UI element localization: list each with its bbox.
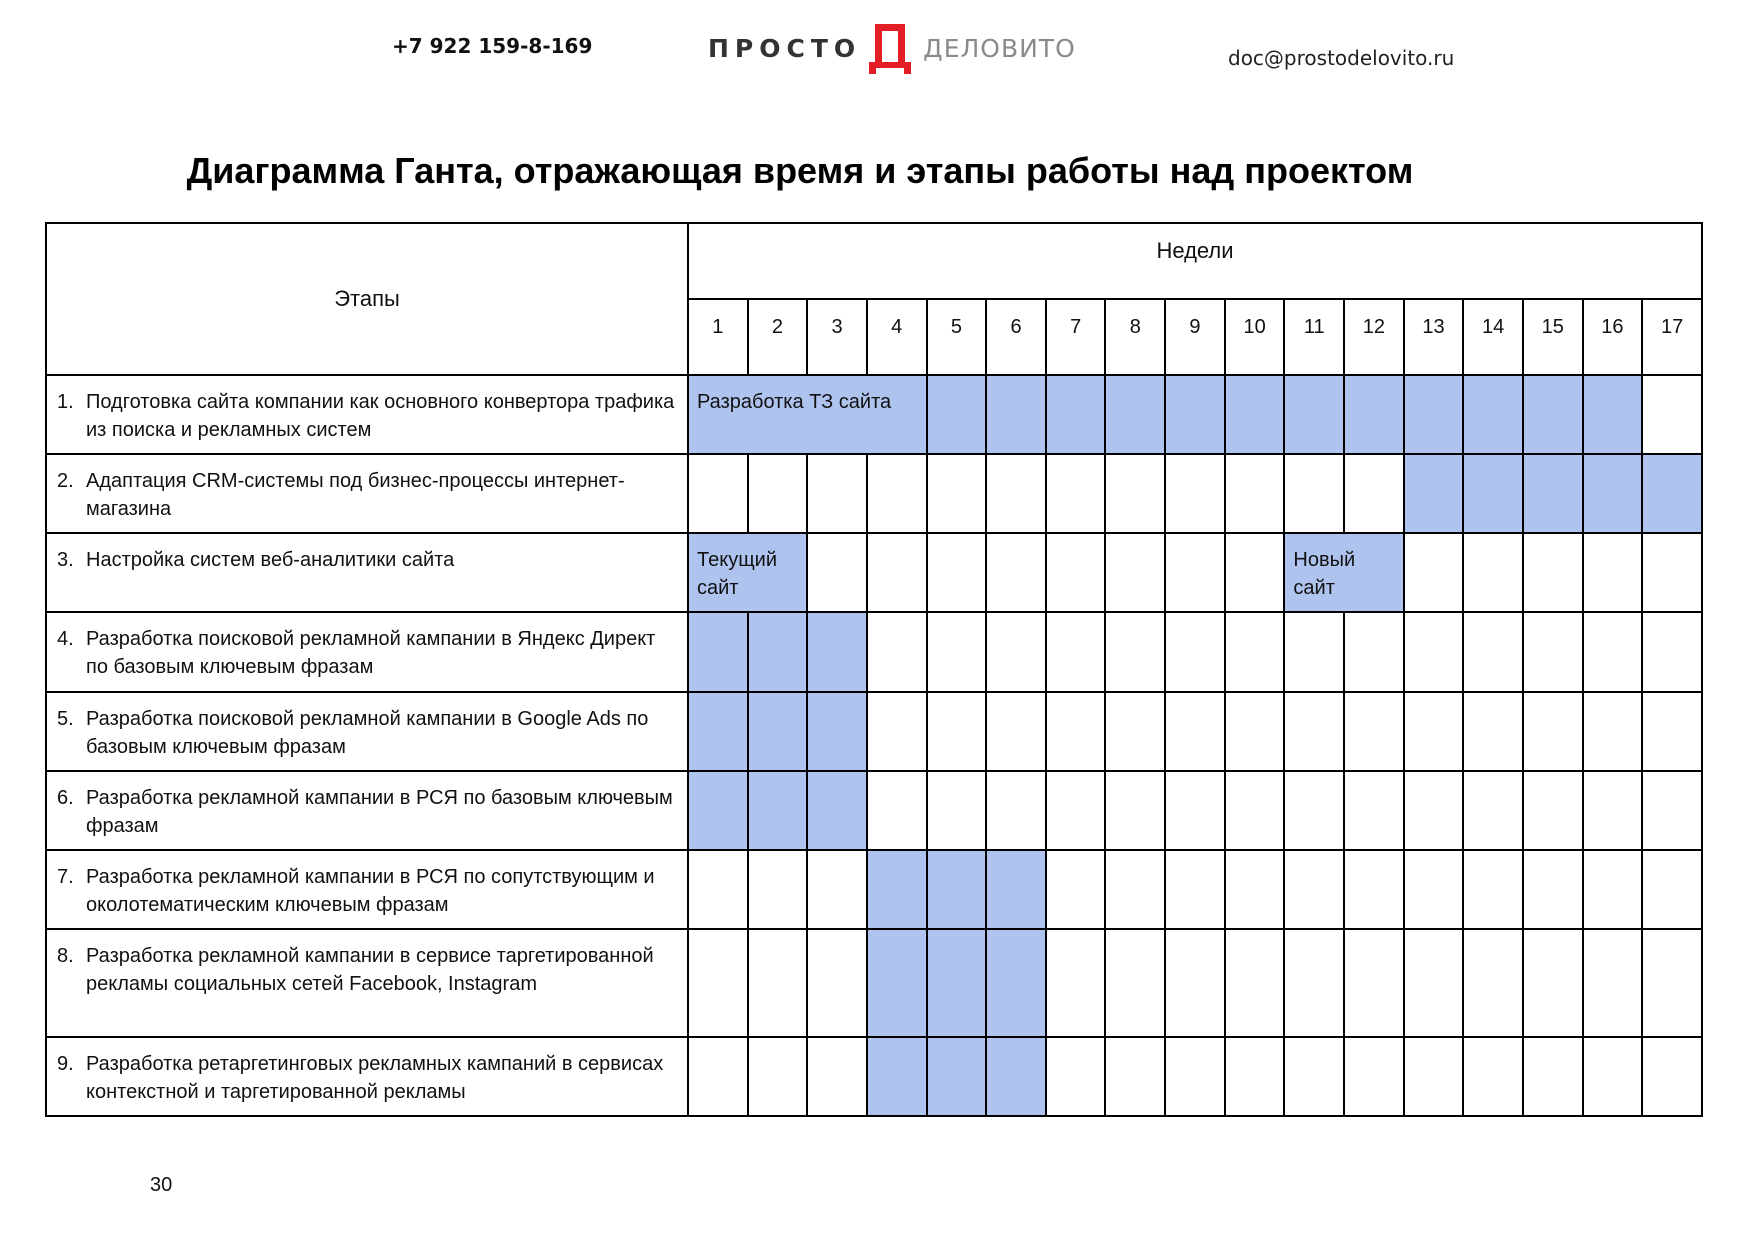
stage-cell xyxy=(46,1037,688,1116)
gantt-bar-cell xyxy=(1642,454,1702,533)
logo-mark-icon xyxy=(867,20,913,76)
gantt-empty-cell xyxy=(688,1037,748,1116)
gantt-empty-cell xyxy=(807,929,867,1037)
gantt-empty-cell xyxy=(1344,771,1404,850)
week-number: 6 xyxy=(986,299,1046,375)
week-number: 16 xyxy=(1583,299,1643,375)
gantt-empty-cell xyxy=(1404,850,1464,929)
stage-row xyxy=(46,454,1702,533)
gantt-empty-cell xyxy=(807,1037,867,1116)
gantt-empty-cell xyxy=(1105,533,1165,612)
stage-number: 8. xyxy=(57,945,74,967)
gantt-empty-cell xyxy=(1344,612,1404,692)
gantt-empty-cell xyxy=(1583,850,1643,929)
gantt-empty-cell xyxy=(748,454,808,533)
gantt-bar-cell xyxy=(807,771,867,850)
gantt-empty-cell xyxy=(1642,375,1702,454)
gantt-empty-cell xyxy=(748,850,808,929)
page-number: 30 xyxy=(150,1174,173,1196)
stage-row xyxy=(46,1037,1702,1116)
gantt-empty-cell xyxy=(1404,771,1464,850)
gantt-bar-cell xyxy=(748,692,808,771)
gantt-empty-cell xyxy=(748,1037,808,1116)
gantt-bar-cell xyxy=(748,612,808,692)
gantt-bar-cell xyxy=(1463,454,1523,533)
week-number: 5 xyxy=(927,299,987,375)
stage-row xyxy=(46,850,1702,929)
gantt-empty-cell xyxy=(867,612,927,692)
gantt-empty-cell xyxy=(1523,612,1583,692)
gantt-empty-cell xyxy=(1046,454,1106,533)
gantt-empty-cell xyxy=(688,454,748,533)
week-number: 12 xyxy=(1344,299,1404,375)
gantt-table xyxy=(45,222,1703,1117)
week-number: 2 xyxy=(748,299,808,375)
header-phone: +7 922 159-8-169 xyxy=(392,34,593,58)
header-email[interactable]: doc@prostodelovito.ru xyxy=(1228,46,1455,70)
gantt-empty-cell xyxy=(1284,850,1344,929)
gantt-empty-cell xyxy=(1105,929,1165,1037)
gantt-empty-cell xyxy=(1523,533,1583,612)
gantt-bar-cell xyxy=(927,375,987,454)
stage-cell xyxy=(46,375,688,454)
logo-left-text: ПРОСТО xyxy=(708,33,862,63)
gantt-empty-cell xyxy=(1165,612,1225,692)
stage-cell xyxy=(46,612,688,692)
gantt-empty-cell xyxy=(986,692,1046,771)
gantt-bar-cell xyxy=(867,850,927,929)
week-number: 14 xyxy=(1463,299,1523,375)
gantt-empty-cell xyxy=(1642,1037,1702,1116)
gantt-empty-cell xyxy=(986,454,1046,533)
stage-cell xyxy=(46,692,688,771)
gantt-empty-cell xyxy=(1165,771,1225,850)
gantt-bar-cell xyxy=(1105,375,1165,454)
stage-description: Адаптация CRM-системы под бизнес-процессы интернет-магазина xyxy=(86,470,625,520)
week-number: 15 xyxy=(1523,299,1583,375)
week-number: 11 xyxy=(1284,299,1344,375)
stage-number: 3. xyxy=(57,549,74,571)
header-row xyxy=(46,223,1702,299)
gantt-empty-cell xyxy=(1225,612,1285,692)
gantt-empty-cell xyxy=(1105,1037,1165,1116)
gantt-empty-cell xyxy=(1404,929,1464,1037)
week-number: 17 xyxy=(1642,299,1702,375)
gantt-empty-cell xyxy=(1463,850,1523,929)
gantt-empty-cell xyxy=(1105,454,1165,533)
gantt-empty-cell xyxy=(1523,1037,1583,1116)
gantt-bar-cell xyxy=(1165,375,1225,454)
gantt-bar-cell xyxy=(688,692,748,771)
stage-description: Подготовка сайта компании как основного конвертора трафика из поиска и рекламных систем xyxy=(86,391,675,441)
stage-row xyxy=(46,533,1702,612)
gantt-bar-cell xyxy=(688,771,748,850)
gantt-empty-cell xyxy=(1046,850,1106,929)
gantt-empty-cell xyxy=(1284,929,1344,1037)
gantt-empty-cell xyxy=(1225,692,1285,771)
stage-row xyxy=(46,692,1702,771)
gantt-empty-cell xyxy=(867,692,927,771)
gantt-empty-cell xyxy=(1642,850,1702,929)
stage-number: 4. xyxy=(57,628,74,650)
gantt-empty-cell xyxy=(1225,454,1285,533)
gantt-bar-cell: Текущий сайт xyxy=(688,533,807,612)
stages-column-header: Этапы xyxy=(46,223,688,375)
stage-number: 6. xyxy=(57,787,74,809)
stage-cell xyxy=(46,771,688,850)
gantt-empty-cell xyxy=(1165,454,1225,533)
week-number: 13 xyxy=(1404,299,1464,375)
week-number: 4 xyxy=(867,299,927,375)
gantt-bar-cell xyxy=(867,1037,927,1116)
stage-cell xyxy=(46,929,688,1037)
gantt-empty-cell xyxy=(867,533,927,612)
stage-description: Разработка поисковой рекламной кампании в Яндекс Директ по базовым ключевым фразам xyxy=(86,628,656,678)
gantt-bar-cell xyxy=(1284,375,1344,454)
gantt-empty-cell xyxy=(1463,771,1523,850)
gantt-bar-cell xyxy=(1583,375,1643,454)
gantt-empty-cell xyxy=(1523,771,1583,850)
gantt-empty-cell xyxy=(1284,692,1344,771)
gantt-empty-cell xyxy=(1344,850,1404,929)
gantt-bar-cell xyxy=(807,612,867,692)
gantt-empty-cell xyxy=(1284,612,1344,692)
gantt-empty-cell xyxy=(1583,929,1643,1037)
week-number: 1 xyxy=(688,299,748,375)
stage-number: 7. xyxy=(57,866,74,888)
gantt-bar-cell xyxy=(1046,375,1106,454)
gantt-body xyxy=(46,375,1702,1116)
gantt-bar-cell xyxy=(1463,375,1523,454)
gantt-empty-cell xyxy=(1344,454,1404,533)
stage-number: 2. xyxy=(57,470,74,492)
gantt-empty-cell xyxy=(1046,612,1106,692)
gantt-empty-cell xyxy=(1225,771,1285,850)
gantt-empty-cell xyxy=(807,533,867,612)
gantt-empty-cell xyxy=(1105,771,1165,850)
gantt-bar-cell xyxy=(986,929,1046,1037)
gantt-empty-cell xyxy=(986,533,1046,612)
gantt-bar-cell xyxy=(986,850,1046,929)
stage-row xyxy=(46,612,1702,692)
gantt-bar-cell xyxy=(688,612,748,692)
gantt-empty-cell xyxy=(1105,692,1165,771)
stage-description: Разработка ретаргетинговых рекламных кампаний в сервисах контекстной и таргетированной рекламы xyxy=(86,1053,664,1103)
gantt-empty-cell xyxy=(1046,929,1106,1037)
gantt-empty-cell xyxy=(688,929,748,1037)
gantt-empty-cell xyxy=(1165,1037,1225,1116)
gantt-bar-cell xyxy=(986,375,1046,454)
gantt-empty-cell xyxy=(1463,929,1523,1037)
stage-description: Разработка рекламной кампании в РСЯ по сопутствующим и околотематическим ключевым фразам xyxy=(86,866,655,916)
gantt-bar-cell xyxy=(807,692,867,771)
gantt-empty-cell xyxy=(1344,692,1404,771)
gantt-empty-cell xyxy=(1284,1037,1344,1116)
week-number: 8 xyxy=(1105,299,1165,375)
stage-row xyxy=(46,929,1702,1037)
gantt-bar-cell xyxy=(927,929,987,1037)
gantt-empty-cell xyxy=(1642,692,1702,771)
stage-description: Настройка систем веб-аналитики сайта xyxy=(86,549,455,571)
gantt-empty-cell xyxy=(1642,533,1702,612)
gantt-empty-cell xyxy=(1404,692,1464,771)
gantt-empty-cell xyxy=(1105,612,1165,692)
gantt-empty-cell xyxy=(1642,929,1702,1037)
gantt-empty-cell xyxy=(1583,1037,1643,1116)
gantt-bar-cell xyxy=(1344,375,1404,454)
gantt-bar-cell xyxy=(1523,454,1583,533)
gantt-empty-cell xyxy=(1165,533,1225,612)
stage-description: Разработка поисковой рекламной кампании в Google Ads по базовым ключевым фразам xyxy=(86,708,649,758)
stage-number: 5. xyxy=(57,708,74,730)
week-number: 7 xyxy=(1046,299,1106,375)
gantt-empty-cell xyxy=(1463,612,1523,692)
gantt-empty-cell xyxy=(1225,533,1285,612)
week-number: 3 xyxy=(807,299,867,375)
gantt-empty-cell xyxy=(1463,533,1523,612)
stage-description: Разработка рекламной кампании в РСЯ по базовым ключевым фразам xyxy=(86,787,673,837)
gantt-empty-cell xyxy=(1165,692,1225,771)
gantt-empty-cell xyxy=(1463,1037,1523,1116)
gantt-empty-cell xyxy=(1583,771,1643,850)
gantt-bar-cell xyxy=(748,771,808,850)
gantt-empty-cell xyxy=(1225,929,1285,1037)
gantt-empty-cell xyxy=(1046,771,1106,850)
gantt-empty-cell xyxy=(1105,850,1165,929)
page-title: Диаграмма Ганта, отражающая время и этапы работы над проектом xyxy=(186,150,1414,191)
gantt-empty-cell xyxy=(1642,612,1702,692)
stage-number: 1. xyxy=(57,391,74,413)
week-number: 9 xyxy=(1165,299,1225,375)
logo-right-text: ДЕЛОВИТО xyxy=(923,33,1076,63)
gantt-empty-cell xyxy=(1523,692,1583,771)
gantt-empty-cell xyxy=(1284,454,1344,533)
gantt-bar-cell xyxy=(927,850,987,929)
gantt-empty-cell xyxy=(1284,771,1344,850)
gantt-bar-cell xyxy=(867,929,927,1037)
stage-cell xyxy=(46,454,688,533)
stage-cell xyxy=(46,533,688,612)
gantt-empty-cell xyxy=(1463,692,1523,771)
stage-row xyxy=(46,771,1702,850)
gantt-bar-cell xyxy=(927,1037,987,1116)
gantt-empty-cell xyxy=(1046,533,1106,612)
gantt-empty-cell xyxy=(1583,533,1643,612)
gantt-empty-cell xyxy=(1642,771,1702,850)
gantt-empty-cell xyxy=(1225,1037,1285,1116)
gantt-bar-cell xyxy=(1404,375,1464,454)
gantt-bar-cell xyxy=(1583,454,1643,533)
weeks-column-header: Недели xyxy=(688,223,1702,299)
gantt-empty-cell xyxy=(1046,692,1106,771)
gantt-empty-cell xyxy=(927,533,987,612)
week-number: 10 xyxy=(1225,299,1285,375)
gantt-empty-cell xyxy=(1404,533,1464,612)
gantt-empty-cell xyxy=(986,612,1046,692)
gantt-bar-cell xyxy=(1225,375,1285,454)
gantt-empty-cell xyxy=(1523,929,1583,1037)
stage-cell xyxy=(46,850,688,929)
stage-number: 9. xyxy=(57,1053,74,1075)
gantt-empty-cell xyxy=(986,771,1046,850)
gantt-bar-cell xyxy=(1523,375,1583,454)
gantt-empty-cell xyxy=(1046,1037,1106,1116)
gantt-empty-cell xyxy=(1225,850,1285,929)
stage-description: Разработка рекламной кампании в сервисе таргетированной рекламы социальных сетей Facebook, Instagram xyxy=(86,945,654,995)
gantt-empty-cell xyxy=(1344,929,1404,1037)
gantt-empty-cell xyxy=(807,454,867,533)
gantt-empty-cell xyxy=(1344,1037,1404,1116)
gantt-empty-cell xyxy=(867,771,927,850)
gantt-empty-cell xyxy=(1523,850,1583,929)
gantt-empty-cell xyxy=(1404,612,1464,692)
gantt-empty-cell xyxy=(1583,612,1643,692)
gantt-empty-cell xyxy=(867,454,927,533)
gantt-bar-cell: Разработка ТЗ сайта xyxy=(688,375,927,454)
gantt-empty-cell xyxy=(1165,850,1225,929)
gantt-empty-cell xyxy=(1404,1037,1464,1116)
stage-row xyxy=(46,375,1702,454)
gantt-empty-cell xyxy=(807,850,867,929)
gantt-bar-cell: Новый сайт xyxy=(1284,533,1403,612)
gantt-empty-cell xyxy=(927,771,987,850)
gantt-empty-cell xyxy=(927,692,987,771)
gantt-empty-cell xyxy=(748,929,808,1037)
brand-logo xyxy=(708,18,1076,78)
gantt-empty-cell xyxy=(1165,929,1225,1037)
gantt-empty-cell xyxy=(927,612,987,692)
gantt-empty-cell xyxy=(688,850,748,929)
gantt-bar-cell xyxy=(1404,454,1464,533)
gantt-empty-cell xyxy=(1583,692,1643,771)
gantt-bar-cell xyxy=(986,1037,1046,1116)
gantt-empty-cell xyxy=(927,454,987,533)
